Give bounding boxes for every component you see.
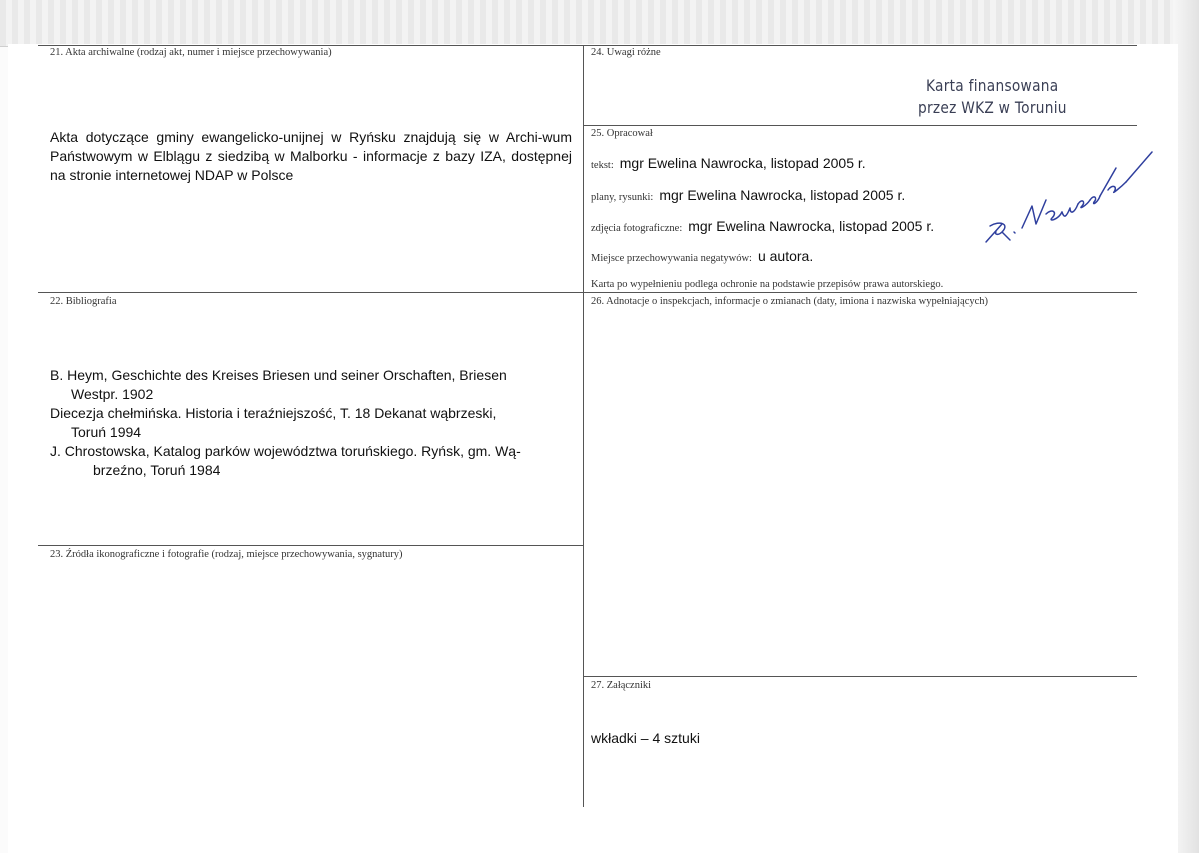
author-row-value: u autora. [757,248,814,264]
rule-26-27 [584,676,1137,677]
section-22-label: 22. Bibliografia [50,296,117,307]
section-27-label: 27. Załączniki [591,680,652,691]
attachments-body: wkładki – 4 sztuki [591,730,700,746]
bibliography-entry [50,404,580,442]
section-21-body: Akta dotyczące gminy ewangelicko-unijnej w Ryńsku znajdują się w Archi-wum Państwowym w Elblągu z siedzibą w Malborku - informacje z bazy IZA, dostępnej na stronie internetowej NDAP w Polsce [50,129,572,183]
bibliography-entry-continuation: brzeźno, Toruń 1984 [93,462,221,478]
bibliography-entry-continuation: Toruń 1994 [71,424,142,440]
bibliography-entry-line: J. Chrostowska, Katalog parków województwa toruńskiego. Ryńsk, gm. Wą- [50,443,521,459]
bibliography-entry-line: Diecezja chełmińska. Historia i teraźniejszość, T. 18 Dekanat wąbrzeski, [50,405,497,421]
bibliography-list [50,366,580,480]
author-row-label: tekst: [591,160,614,171]
author-row-value: mgr Ewelina Nawrocka, listopad 2005 r. [688,218,935,234]
center-divider [583,45,584,807]
author-row-label: zdjęcia fotograficzne: [591,223,683,234]
section-23-label: 23. Źródła ikonograficzne i fotografie (rodzaj, miejsce przechowywania, sygnatury) [50,549,403,560]
section-24-label: 24. Uwagi różne [591,47,661,58]
funding-stamp-line-2: przez WKZ w Toruniu [918,98,1067,117]
author-row-plans [591,187,905,205]
rule-22-23 [38,545,584,546]
bibliography-entry [50,442,580,480]
section-25-label: 25. Opracował [591,128,653,139]
copyright-note: Karta po wypełnieniu podlega ochronie na podstawie przepisów prawa autorskiego. [591,279,944,290]
section-26-label: 26. Adnotacje o inspekcjach, informacje o zmianach (daty, imiona i nazwiska wypełniających) [591,296,989,307]
author-row-label: Miejsce przechowywania negatywów: [591,253,752,264]
rule-24-25 [584,125,1137,126]
funding-stamp-line-1: Karta finansowana [926,76,1059,95]
bibliography-entry-line: B. Heym, Geschichte des Kreises Briesen und seiner Orschaften, Briesen [50,367,507,383]
author-row-negatives [591,248,813,266]
author-row-value: mgr Ewelina Nawrocka, listopad 2005 r. [619,155,866,171]
bibliography-entry [50,366,580,404]
author-row-text [591,155,866,173]
rule-21-22 [38,292,1137,293]
author-row-photos [591,218,934,236]
handwritten-signature [966,142,1156,252]
bibliography-entry-continuation: Westpr. 1902 [71,386,154,402]
binder-strip [0,0,1199,47]
section-21-label: 21. Akta archiwalne (rodzaj akt, numer i miejsce przechowywania) [50,47,332,58]
author-row-label: plany, rysunki: [591,192,654,203]
top-rule [38,45,1137,46]
author-row-value: mgr Ewelina Nawrocka, listopad 2005 r. [659,187,906,203]
